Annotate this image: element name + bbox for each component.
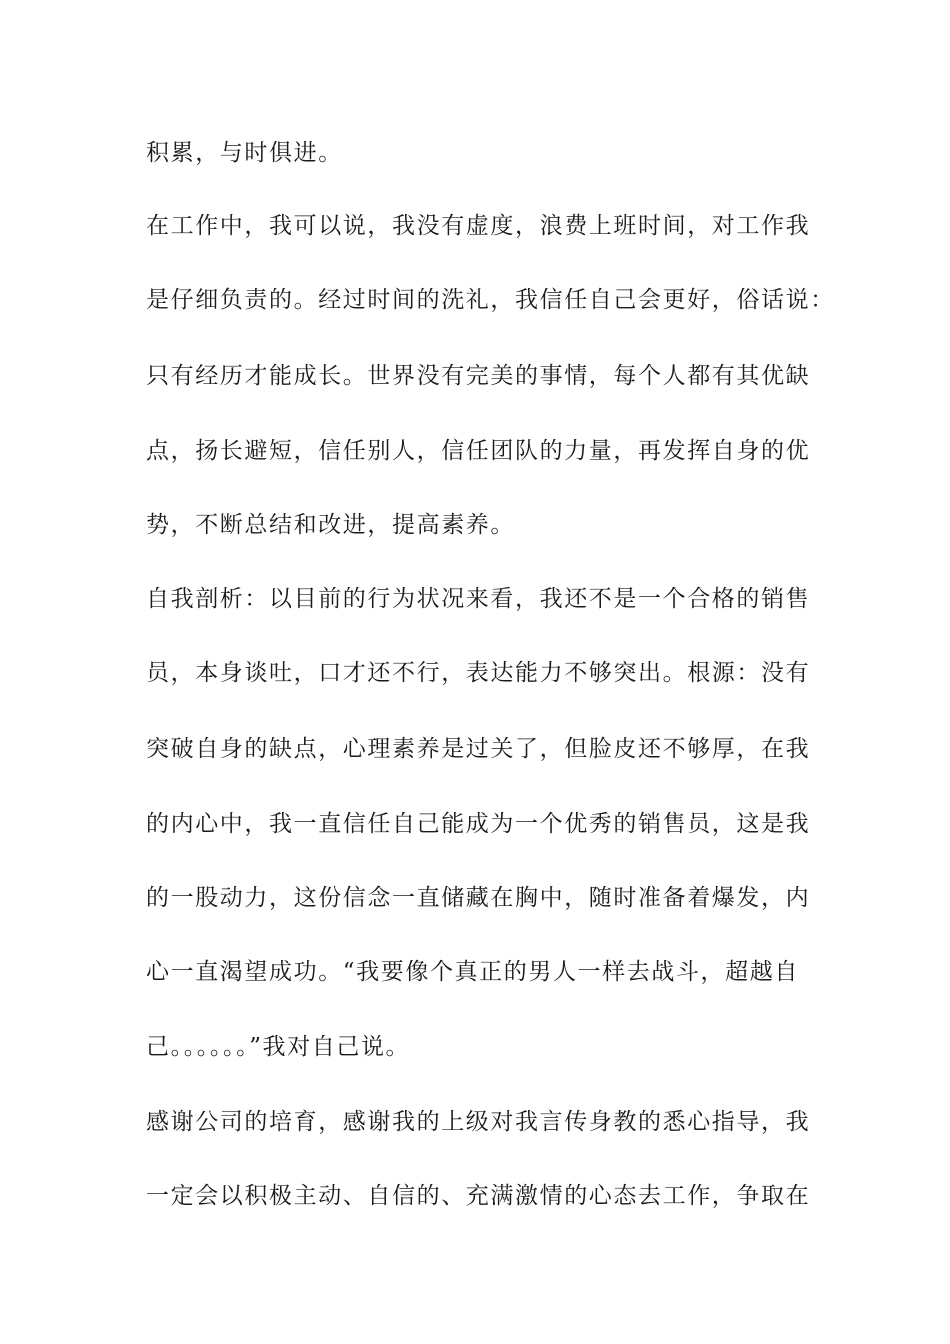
text-line-1: 积累，与时俱进。 [146,140,343,166]
text-line-10: 的内心中，我一直信任自己能成为一个优秀的销售员，这是我 [146,811,811,837]
text-line-7: 自我剖析：以目前的行为状况来看，我还不是一个合格的销售 [146,586,811,612]
text-line-9: 突破自身的缺点，心理素养是过关了，但脸皮还不够厚，在我 [146,736,811,762]
text-line-12: 心一直渴望成功。“我要像个真正的男人一样去战斗，超越自 [146,959,799,985]
text-line-3: 是仔细负责的。经过时间的洗礼，我信任自己会更好，俗话说： [146,287,835,313]
text-line-14: 感谢公司的培育，感谢我的上级对我言传身教的悉心指导，我 [146,1109,811,1135]
text-line-11: 的一股动力，这份信念一直储藏在胸中，随时准备着爆发，内 [146,885,811,911]
text-line-15: 一定会以积极主动、自信的、充满激情的心态去工作，争取在 [146,1183,811,1209]
text-line-8: 员，本身谈吐，口才还不行，表达能力不够突出。根源：没有 [146,660,811,686]
text-line-13: 己。。。。。。”我对自己说。 [146,1034,411,1060]
text-line-2: 在工作中，我可以说，我没有虚度，浪费上班时间，对工作我 [146,213,811,239]
text-line-4: 只有经历才能成长。世界没有完美的事情，每个人都有其优缺 [146,363,811,389]
text-line-6: 势，不断总结和改进，提高素养。 [146,512,515,538]
text-line-5: 点，扬长避短，信任别人，信任团队的力量，再发挥自身的优 [146,438,811,464]
